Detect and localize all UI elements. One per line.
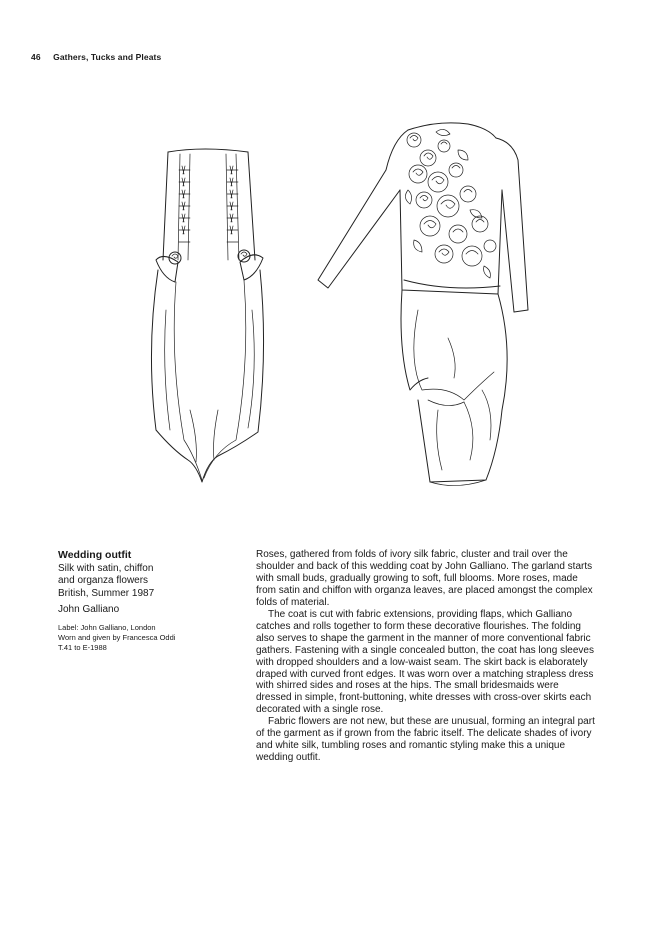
caption-materials: Silk with satin, chiffon and organza flowers British, Summer 1987 (58, 562, 155, 599)
page-number: 46 (31, 52, 41, 62)
body-paragraph-1: Roses, gathered from folds of ivory silk fabric, cluster and trail over the shoulder and back of this wedding coat by John Galliano. The garland starts with small buds, gradually growing to soft, full blooms. More roses, made from satin and chiffon with organza leaves, are placed amongst the complex folds of material. (256, 549, 593, 608)
running-header (31, 52, 161, 62)
body-paragraph-3: Fabric flowers are not new, but these are unusual, forming an integral part of the garment as if grown from the fabric itself. The delicate shades of ivory and white silk, tumbling roses and romantic styling make this a unique wedding outfit. (256, 716, 595, 764)
body-paragraph-2: The coat is cut with fabric extensions, providing flaps, which Galliano catches and rolls together to form these decorative flourishes. The folding also serves to shape the garment in the manner of more conventional fabric gathers. Fastening with a single concealed button, the coat has long sleeves with dropped shoulders and a low-waist seam. The skirt back is elaborately draped with curved front edges. It was worn over a matching strapless dress with shirred sides and roses at the hips. The small bridesmaids were dressed in simple, front-buttoning, white dresses with cross-over skirts each decorated with a single rose. (256, 608, 594, 716)
caption-title: Wedding outfit (58, 549, 132, 561)
section-title: Gathers, Tucks and Pleats (53, 52, 162, 62)
caption-block (58, 549, 238, 653)
wedding-coat-drawing (318, 123, 528, 486)
body-text (256, 549, 596, 764)
strapless-dress-drawing (151, 149, 263, 482)
garment-illustration (118, 110, 550, 535)
caption-designer: John Galliano (58, 604, 120, 616)
caption-label: Label: John Galliano, London Worn and given by Francesca Oddi T.41 to E-1988 (58, 622, 176, 652)
